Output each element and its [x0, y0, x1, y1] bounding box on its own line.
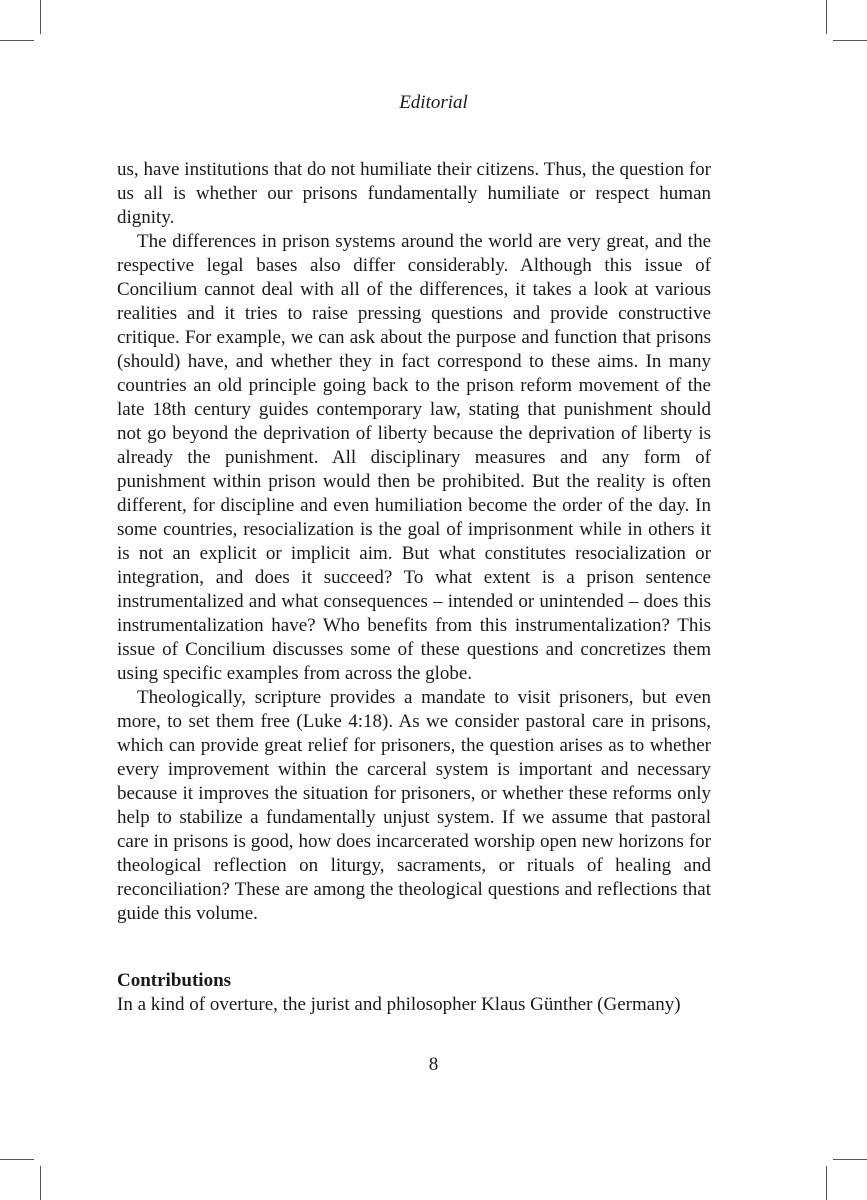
paragraph-1: us, have institutions that do not humiliate their citizens. Thus, the question for us all is whether our prisons fundamentally humiliate or respect human dignity. — [117, 159, 711, 228]
paragraph-3: Theologically, scripture provides a mandate to visit prisoners, but even more, to set them free (Luke 4:18). As we consider pastoral care in prisons, which can provide great relief for prisoners, the question arises as to whether every improvement within the carceral system is important and necessary because it improves the situation for prisoners, or whether these reforms only help to stabilize a fundamentally unjust system. If we assume that pastoral care in prisons is good, how does incarcerated worship open new horizons for theological reflection on liturgy, sacraments, or rituals of healing and reconciliation? These are among the theological questions and reflections that guide this volume. — [117, 687, 711, 924]
crop-mark-bottom-right-horizontal — [833, 1159, 867, 1160]
contributions-text: In a kind of overture, the jurist and philosopher Klaus Günther (Germany) — [117, 994, 681, 1015]
crop-mark-bottom-right-vertical — [826, 1166, 827, 1200]
crop-mark-top-right-horizontal — [833, 40, 867, 41]
crop-mark-top-left-vertical — [40, 0, 41, 34]
section-heading-contributions: Contributions — [117, 970, 232, 991]
crop-mark-bottom-left-horizontal — [0, 1159, 34, 1160]
paragraph-2: The differences in prison systems around the world are very great, and the respective legal bases also differ considerably. Although this issue of Concilium cannot deal with all of the differences, it takes a look at various realities and it tries to raise pressing questions and provide constructive critique. For example, we can ask about the purpose and function that prisons (should) have, and whether they in fact correspond to these aims. In many countries an old principle going back to the prison reform movement of the late 18th century guides contemporary law, stating that punishment should not go beyond the deprivation of liberty because the deprivation of liberty is already the punishment. All disciplinary measures and any form of punishment within prison would then be prohibited. But the reality is often different, for discipline and even humiliation become the order of the day. In some countries, resocialization is the goal of imprisonment while in others it is not an explicit or implicit aim. But what constitutes resocialization or integration, and does it succeed? To what extent is a prison sentence instrumentalized and what consequences – intended or unintended – does this instrumentalization have? Who benefits from this instrumentalization? This issue of Concilium discusses some of these questions and concretizes them using specific examples from across the globe. — [117, 231, 711, 684]
running-head: Editorial — [399, 92, 468, 113]
page-number: 8 — [428, 1054, 439, 1075]
crop-mark-bottom-left-vertical — [40, 1166, 41, 1200]
crop-mark-top-right-vertical — [826, 0, 827, 34]
body-text — [117, 158, 711, 926]
crop-mark-top-left-horizontal — [0, 40, 34, 41]
